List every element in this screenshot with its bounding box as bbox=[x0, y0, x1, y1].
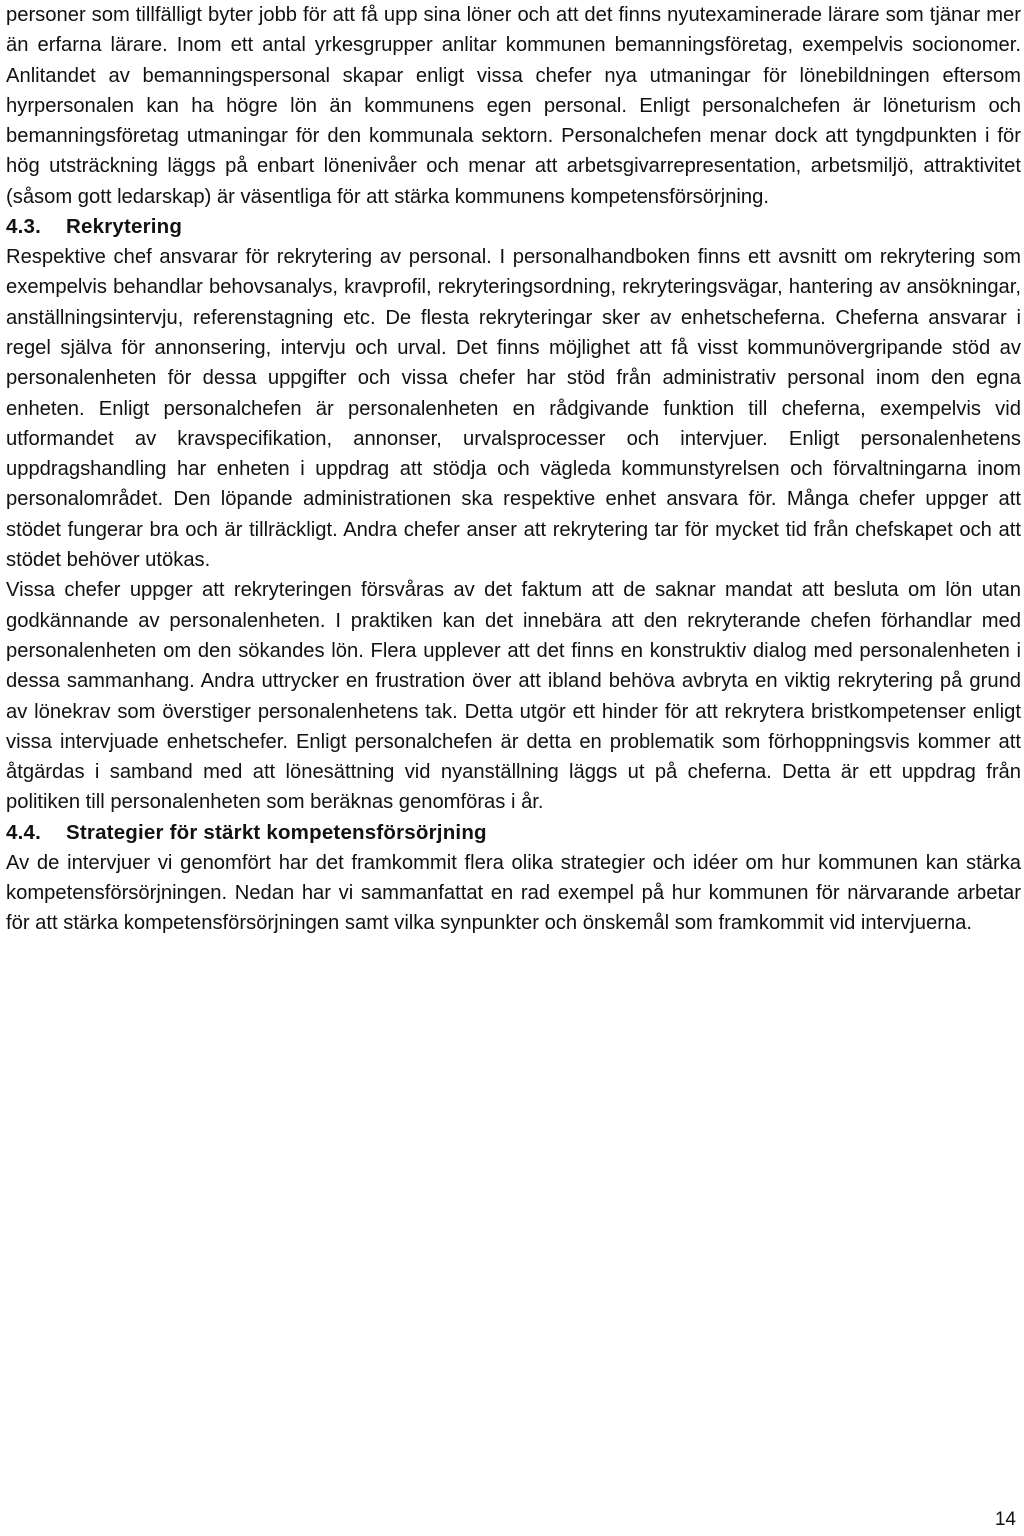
section-number: 4.3. bbox=[6, 215, 41, 239]
document-page bbox=[6, 0, 1021, 939]
body-paragraph: personer som tillfälligt byter jobb för att få upp sina löner och att det finns nyutexaminerade lärare som tjänar mer än erfarna lärare. Inom ett antal yrkesgrupper anlitar kommunen bemanningsföretag, exempelvis socionomer. Anlitandet av bemanningspersonal skapar enligt vissa chefer nya utmaningar för lönebildningen eftersom hyrpersonalen kan ha högre lön än kommunens egen personal. Enligt personalchefen är löneturism och bemanningsföretag utmaningar för den kommunala sektorn. Personalchefen menar dock att tyngdpunkten i för hög utsträckning läggs på enbart lönenivåer och menar att arbetsgivarrepresentation, arbetsmiljö, attraktivitet (såsom gott ledarskap) är väsentliga för att stärka kommunens kompetensförsörjning. bbox=[6, 4, 1021, 208]
section-number: 4.4. bbox=[6, 820, 41, 844]
body-paragraph: Respektive chef ansvarar för rekrytering av personal. I personalhandboken finns ett avsnitt om rekrytering som exempelvis behandlar behovsanalys, kravprofil, rekryteringsordning, rekryteringsvägar, hantering av ansökningar, anställningsintervju, referenstagning etc. De flesta rekryteringar sker av enhetscheferna. Cheferna ansvarar i regel själva för annonsering, intervju och urval. Det finns möjlighet att få visst kommunövergripande stöd av personalenheten för dessa uppgifter och vissa chefer har stöd från administrativ personal inom den egna enheten. Enligt personalchefen är personalenheten en rådgivande funktion till cheferna, exempelvis vid utformandet av kravspecifikation, annonser, urvalsprocesser och intervjuer. Enligt personalenhetens uppdragshandling har enheten i uppdrag att stödja och vägleda kommunstyrelsen och förvaltningarna inom personalområdet. Den löpande administrationen ska respektive enhet ansvara för. Många chefer uppger att stödet fungerar bra och är tillräckligt. Andra chefer anser att rekrytering tar för mycket tid från chefskapet och att stödet behöver utökas. bbox=[6, 246, 1021, 572]
body-paragraph: Vissa chefer uppger att rekryteringen försvåras av det faktum att de saknar mandat att besluta om lön utan godkännande av personalenheten. I praktiken kan det innebära att den rekryterande chefen förhandlar med personalenheten om den sökandes lön. Flera upplever att det finns en konstruktiv dialog med personalenheten i dessa sammanhang. Andra uttrycker en frustration över att ibland behöva avbryta en viktig rekrytering på grund av lönekrav som överstiger personalenhetens tak. Detta utgör ett hinder för att rekrytera bristkompetenser enligt vissa intervjuade enhetschefer. Enligt personalchefen är detta en problematik som förhoppningsvis kommer att åtgärdas i samband med att lönesättning vid nyanställning läggs ut på cheferna. Detta är ett uppdrag från politiken till personalenheten som beräknas genomföras i år. bbox=[6, 579, 1021, 814]
section-title: Strategier för stärkt kompetensförsörjning bbox=[66, 820, 487, 844]
page-number: 14 bbox=[994, 1509, 1016, 1530]
section-heading-4-3 bbox=[6, 212, 1021, 242]
body-paragraph: Av de intervjuer vi genomfört har det framkommit flera olika strategier och idéer om hur kommunen kan stärka kompetensförsörjningen. Nedan har vi sammanfattat en rad exempel på hur kommunen för närvarande arbetar för att stärka kompetensförsörjningen samt vilka synpunkter och önskemål som framkommit vid intervjuerna. bbox=[6, 851, 1021, 935]
section-title: Rekrytering bbox=[66, 215, 183, 239]
section-heading-4-4 bbox=[6, 818, 1021, 848]
